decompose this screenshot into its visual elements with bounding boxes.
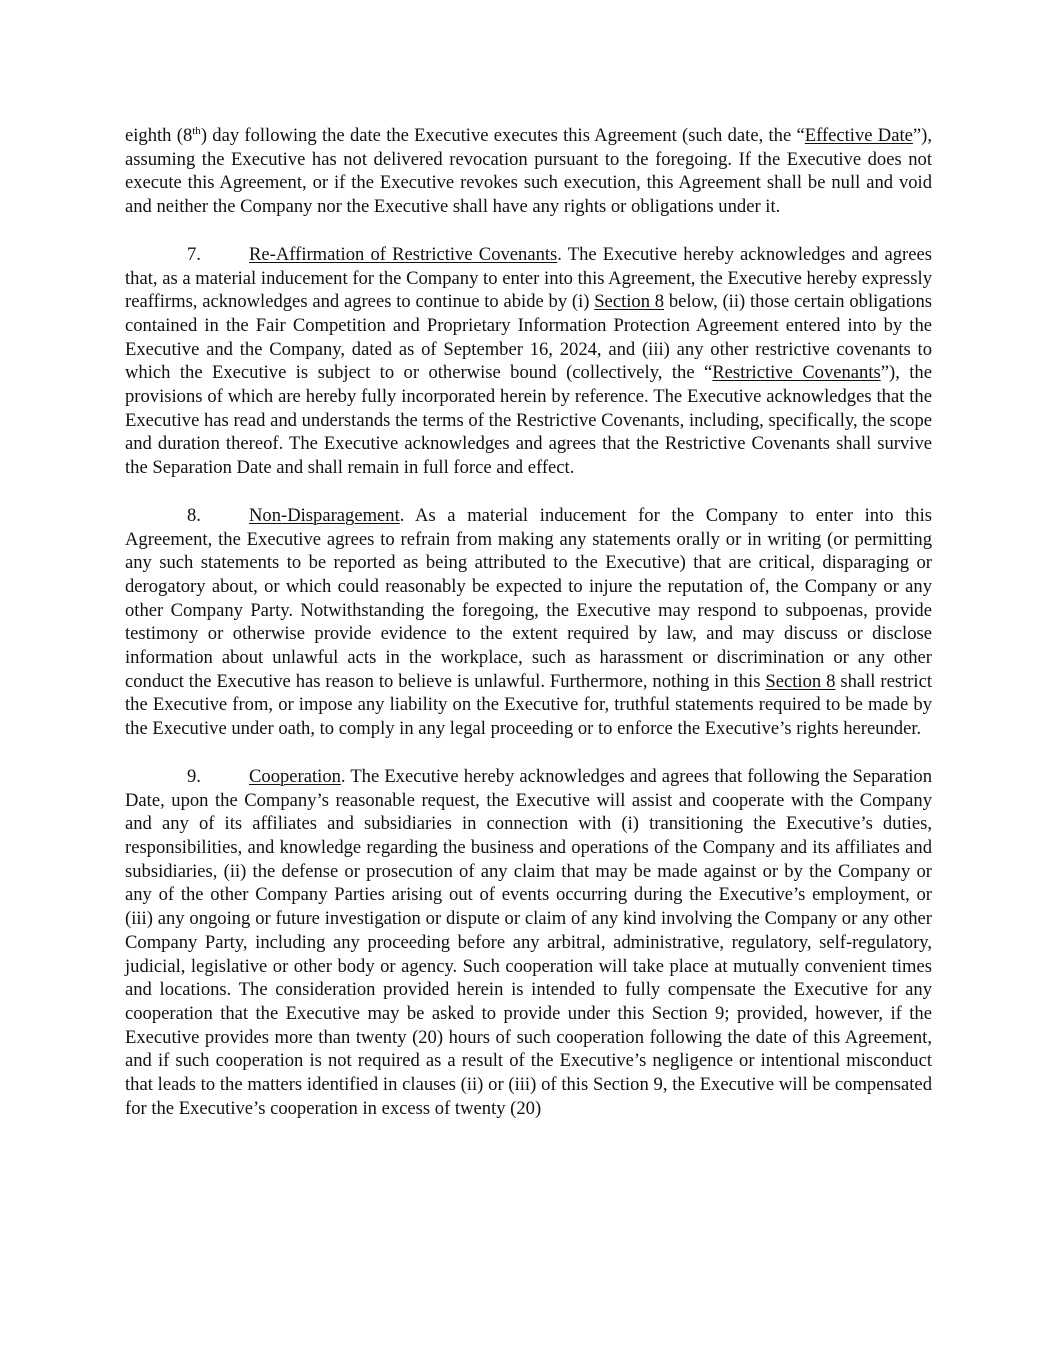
section-9-heading: Cooperation	[249, 765, 341, 787]
section-8-heading: Non-Disparagement	[249, 504, 400, 526]
section-8-number: 8.	[187, 504, 201, 526]
section-8-text-2: shall restrict the Executive from, or impose any liability on the Executive for, truthful statements required to be made by the Executive under oath, to comply in any legal proceeding or to enforce the Executive’s rights hereunder.	[125, 670, 933, 740]
defined-term-restrictive-covenants: Restrictive Covenants	[712, 362, 881, 384]
section-7-number: 7.	[187, 243, 201, 265]
document-page	[125, 124, 932, 1120]
section-7-text-1: . The Executive hereby acknowledges and agrees that, as a material inducement for the Company to enter into this Agreement, the Executive hereby expressly reaffirms, acknowledges and agrees to continue to abide by (i)	[125, 243, 932, 313]
section-7-paragraph	[125, 243, 932, 480]
section-8-text-1: . As a material inducement for the Company to enter into this Agreement, the Executive agrees to refrain from making any statements orally or in writing (or permitting any such statements to be reported as being attributed to the Executive) that are critical, disparaging or derogatory about, or which could reasonably be expected to injure the reputation of, the Company or any other Company Party. Notwithstanding the foregoing, the Executive may respond to subpoenas, provide testimony or otherwise provide evidence to the extent required by law, and may discuss or disclose information about unlawful acts in the workplace, such as harassment or discrimination or any other conduct the Executive has reason to believe is unlawful. Furthermore, nothing in this	[125, 504, 932, 692]
section-7-text-2: below, (ii) those certain obligations contained in the Fair Competition and Proprietary Information Protection Agreement entered into by the Executive and the Company, dated as of September 16, 2024, and (iii) any other restrictive covenants to which the Executive is subject to or otherwise bound (collectively, the “	[125, 291, 932, 384]
section-9-number: 9.	[187, 765, 201, 787]
p1-text-2: ) day following the date the Executive executes this Agreement (such date, the “	[200, 125, 805, 146]
p1-text-1: eighth (8	[125, 125, 193, 146]
p1-text-3: ”), assuming the Executive has not delivered revocation pursuant to the foregoing. If the Executive does not execute this Agreement, or if the Executive revokes such execution, this Agreement shall be null and void and neither the Company nor the Executive shall have any rights or obligations under it.	[125, 125, 932, 218]
section-7-text-3: ”), the provisions of which are hereby fully incorporated herein by reference. The Executive acknowledges that the Executive has read and understands the terms of the Restrictive Covenants, including, specifically, the scope and duration thereof. The Executive acknowledges and agrees that the Restrictive Covenants shall survive the Separation Date and shall remain in full force and effect.	[125, 362, 932, 479]
defined-term-effective-date: Effective Date	[804, 125, 913, 146]
section-8-self-reference: Section 8	[765, 670, 836, 692]
section-9-text-1: . The Executive hereby acknowledges and agrees that following the Separation Date, upon the Company’s reasonable request, the Executive will assist and cooperate with the Company and any of its affiliates and subsidiaries in connection with (i) transitioning the Executive’s duties, responsibilities, and knowledge regarding the business and operations of the Company and its affiliates and subsidiaries, (ii) the defense or prosecution of any claim that may be made against or by the Company or any of the other Company Parties arising out of events occurring during the Executive’s employment, or (iii) any ongoing or future investigation or dispute or claim of any kind involving the Company or any other Company Party, including any proceeding before any arbitral, administrative, regulatory, self-regulatory, judicial, legislative or other body or agency. Such cooperation will take place at mutually convenient times and locations. The consideration provided herein is intended to fully compensate the Executive for any cooperation that the Executive may be asked to provide under this Section 9; provided, however, if the Executive provides more than twenty (20) hours of such cooperation following the date of this Agreement, and if such cooperation is not required as a result of the Executive’s negligence or intentional misconduct that leads to the matters identified in clauses (ii) or (iii) of this Section 9, the Executive will be compensated for the Executive’s cooperation in excess of twenty (20)	[125, 765, 932, 1119]
paragraph-effective-date	[125, 124, 932, 219]
section-7-heading: Re-Affirmation of Restrictive Covenants	[249, 243, 558, 265]
section-8-paragraph	[125, 504, 932, 741]
ordinal-suffix: th	[192, 124, 201, 137]
section-8-reference: Section 8	[594, 291, 665, 313]
section-9-paragraph	[125, 765, 932, 1121]
